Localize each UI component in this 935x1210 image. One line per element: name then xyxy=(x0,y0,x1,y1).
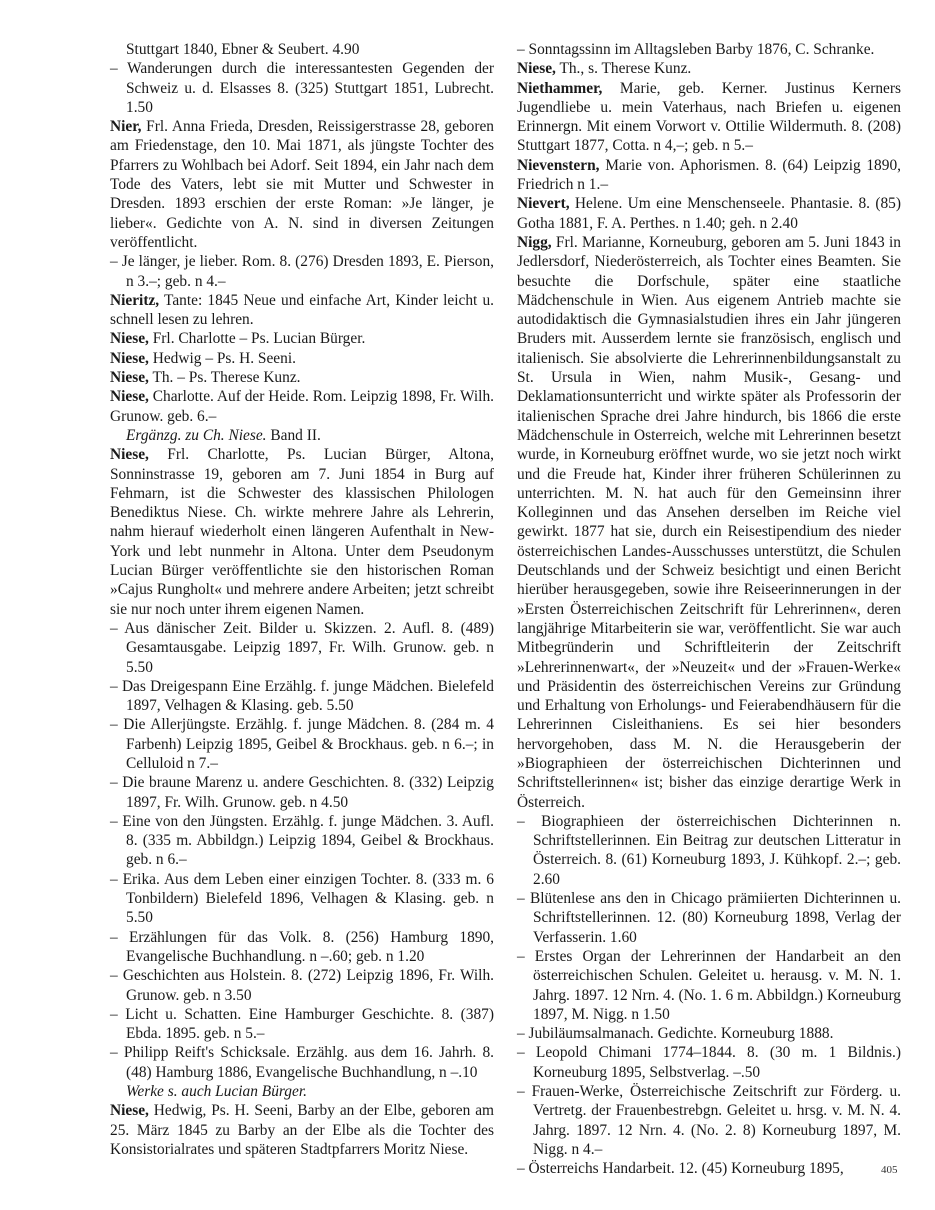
author-name: Niese, xyxy=(110,330,149,348)
author-bio: Frl. Anna Frieda, Dresden, Reissigerstrasse 28, geboren am Friedenstage, den 10. Mai 1871, als jüngste Tochter des Pfarrers zu Wohlbach bei Adorf. Seit 1894, ein Jahr nach dem Tode des Vaters, lebt sie mit Mutter und Schwester in Dresden. 1893 erschien der erste Roman: »Je länger, je lieber«. Gedichte von A. N. sind in diversen Zeitungen veröffentlicht. xyxy=(110,118,494,251)
author-bio: Marie, geb. Kerner. Justinus Kerners Jugendliebe u. mein Vaterhaus, nach Briefen u. eigenen Erinnergn. Mit einem Vorwort v. Ottilie Wildermuth. 8. (208) Stuttgart 1877, Cotta. n 4,–; geb. n 5.– xyxy=(517,79,901,155)
cross-reference-note: Werke s. auch Lucian Bürger. xyxy=(126,1083,307,1101)
work-entry-frauenwerke: – Frauen-Werke, Österreichische Zeitschrift zur Förderg. u. Vertretg. der Frauenbestrebgn. Geleitet u. hrsg. v. M. N. 4. Jahrg. 1897. 12 Nrn. 4. (No. 2. 8) Korneuburg 1897, M. Nigg. n 4.– xyxy=(517,1083,901,1158)
work-entry-dreigespann: – Das Dreigespann Eine Erzählg. f. junge Mädchen. Bielefeld 1897, Velhagen & Klasing. geb. 5.50 xyxy=(110,677,494,715)
author-entry-nier xyxy=(110,117,494,252)
author-name: Niese, xyxy=(110,446,149,464)
author-entry-niese-hedwig-ps xyxy=(110,349,494,368)
author-entry-niese-th xyxy=(517,59,901,78)
work-entry-je-laenger: – Je länger, je lieber. Rom. 8. (276) Dresden 1893, E. Pierson, n 3.–; geb. n 4.– xyxy=(110,253,494,290)
work-entry-sonntagssinn: – Sonntagssinn im Alltagsleben Barby 1876, C. Schranke. xyxy=(517,41,875,58)
author-entry-niese-charlotte-ps xyxy=(110,329,494,348)
supplement-note xyxy=(110,426,494,445)
work-entry-reift: – Philipp Reift's Schicksale. Erzählg. aus dem 16. Jahrh. 8. (48) Hamburg 1886, Evangelische Buchhandlung, n –.10 xyxy=(110,1044,494,1081)
author-entry-nieritz xyxy=(110,291,494,330)
page-number: 405 xyxy=(881,1164,898,1176)
author-entry-niese-charlotte-heide xyxy=(110,387,494,426)
author-entry-niethammer xyxy=(517,79,901,156)
author-name: Niese, xyxy=(110,1102,149,1120)
work-entry-juengsten: – Eine von den Jüngsten. Erzählg. f. junge Mädchen. 3. Aufl. 8. (335 m. Abbildgn.) Leipzig 1894, Geibel & Brockhaus. geb. n 6.– xyxy=(110,812,494,869)
author-bio: Th. – Ps. Therese Kunz. xyxy=(148,369,301,387)
work-entry-jubilaeum: – Jubiläumsalmanach. Gedichte. Korneuburg 1888. xyxy=(517,1025,834,1043)
work-entry-biographieen: – Biographieen der österreichischen Dichterinnen n. Schriftstellerinnen. Ein Beitrag zur deutschen Litteratur in Österreich. 8. (61) Korneuburg 1893, J. Kühkopf. 2.–; geb. 2.60 xyxy=(517,812,901,888)
work-entry-allerjuengste: – Die Allerjüngste. Erzählg. f. junge Mädchen. 8. (284 m. 4 Farbenh) Leipzig 1895, Geibel & Brockhaus. geb. n 6.–; in Celluloid n 7.– xyxy=(110,716,494,772)
work-entry-licht: – Licht u. Schatten. Eine Hamburger Geschichte. 8. (387) Ebda. 1895. geb. n 5.– xyxy=(110,1005,494,1043)
author-bio: Frl. Marianne, Korneuburg, geboren am 5. Juni 1843 in Jedlersdorf, Niederösterreich, als Tochter eines Beamten. Sie besuchte die Dorfschule, später eine staatliche Mädchenschule in Wien. Aus eigenem Antrieb machte sie autodidaktisch die Gymnasialstudien ihres ein Jahr jüngeren Bruders mit. Ausserdem lernte sie französisch, englisch und italienisch. Sie absolvierte die Lehrerinnenbildungsanstalt zu St. Ursula in Wien, nahm Musik-, Gesang- und Deklamationsunterricht und wirkte später als Professorin der italienischen Sprache drei Jahre hindurch, bis 1866 die erste Mädchenschule in Osterreich, welche mit Lehrerinnen besetzt wurde, in Korneuburg eröffnet wurde, wo sie jetzt noch wirkt und die Freude hat, Kinder ihrer früheren Schülerinnen zu unterrichten. M. N. hat auch für den Gemeinsinn ihrer Kolleginnen und das Ansehen derselben im Reiche viel gewirkt. 1877 hat sie, durch ein Reisestipendium des nieder österreichischen Landes-Ausschusses unterstützt, die Schulen Deutschlands und der Schweiz besichtigt und einen Bericht hierüber herausgegeben, sowie ihre Reiseerinnerungen in der »Ersten Österreichischen Zeitschrift für Lehrerinnen«, deren langjährige Mitarbeiterin sie war, veröffentlicht. Sie war auch Mitbegründerin und Schriftleiterin der Zeitschrift »Lehrerinnenwart«, der »Neuzeit« und der »Frauen-Werke« und Präsidentin des österreichischen Vereins zur Gründung und Erhaltung von Erholungs- und Feierabendhäusern für die Lehrerinnen Cisleithaniens. Es sei hier besonders hervorgehoben, dass M. N. die Herausgeberin der »Biographieen der österreichischen Dichterinnen und Schriftstellerinnen« ist; bisher das einzige derartige Werk in Österreich. xyxy=(517,233,901,811)
work-entry-wanderungen: – Wanderungen durch die interessantesten Gegenden der Schweiz u. d. Elsasses 8. (325) Stuttgart 1851, Lubrecht. 1.50 xyxy=(110,60,494,116)
author-bio: Frl. Charlotte, Ps. Lucian Bürger, Altona, Sonninstrasse 19, geboren am 7. Juni 1854 in Burg auf Fehmarn, ist die Schwester des klassischen Philologen Benediktus Niese. Ch. wirkte mehrere Jahre als Lehrerin, nahm hierauf wiederholt einen längeren Aufenthalt in New-York und lebt nunmehr in Altona. Unter dem Pseudonym Lucian Bürger veröffentlichte sie den historischen Roman »Cajus Rungholt« und mehrere andere Arbeiten; jetzt schreibt sie nur noch unter ihrem eigenen Namen. xyxy=(110,446,494,618)
author-name: Niethammer, xyxy=(517,79,603,97)
author-bio: Hedwig – Ps. H. Seeni. xyxy=(148,349,296,367)
work-entry-marenz: – Die braune Marenz u. andere Geschichten. 8. (332) Leipzig 1897, Fr. Wilh. Grunow. geb. n 4.50 xyxy=(110,774,494,811)
author-entry-nievert xyxy=(517,194,901,233)
left-column xyxy=(110,40,494,1159)
author-bio: Tante: 1845 Neue und einfache Art, Kinder leicht u. schnell lesen zu lehren. xyxy=(110,291,494,329)
work-entry-chimani: – Leopold Chimani 1774–1844. 8. (30 m. 1 Bildnis.) Korneuburg 1895, Selbstverlag. –.50 xyxy=(517,1044,901,1081)
author-entry-nigg xyxy=(517,233,901,812)
work-entry-bluetenlese: – Blütenlese ans den in Chicago prämiierten Dichterinnen u. Schriftstellerinnen. 12. (80) Korneuburg 1898, Verlag der Verfasserin. 1.60 xyxy=(517,890,901,946)
author-name: Niese, xyxy=(110,369,149,387)
work-entry-volk: – Erzählungen für das Volk. 8. (256) Hamburg 1890, Evangelische Buchhandlung. n –.60; geb. n 1.20 xyxy=(110,928,494,965)
author-name: Nievert, xyxy=(517,195,570,213)
author-entry-niese-charlotte xyxy=(110,445,494,619)
work-entry-holstein: – Geschichten aus Holstein. 8. (272) Leipzig 1896, Fr. Wilh. Grunow. geb. n 3.50 xyxy=(110,967,494,1004)
author-bio: Frl. Charlotte – Ps. Lucian Bürger. xyxy=(148,330,366,348)
author-name: Niese, xyxy=(110,388,149,406)
author-bio: Helene. Um eine Menschenseele. Phantasie. 8. (85) Gotha 1881, F. A. Perthes. n 1.40; geh. n 2.40 xyxy=(517,195,901,232)
right-column xyxy=(517,40,901,1179)
author-bio: Th., s. Therese Kunz. xyxy=(555,60,692,78)
author-name: Niese, xyxy=(517,60,556,78)
author-bio: Marie von. Aphorismen. 8. (64) Leipzig 1890, Friedrich n 1.– xyxy=(517,156,901,194)
work-entry-daenisch: – Aus dänischer Zeit. Bilder u. Skizzen. 2. Aufl. 8. (489) Gesamtausgabe. Leipzig 1897, Fr. Wilh. Grunow. geb. n 5.50 xyxy=(110,619,494,676)
author-name: Nigg, xyxy=(517,233,552,251)
author-name: Nievenstern, xyxy=(517,156,600,174)
author-entry-niese-th-ps xyxy=(110,368,494,387)
author-bio: Hedwig, Ps. H. Seeni, Barby an der Elbe, geboren am 25. März 1845 zu Barby an der Elbe als die Tochter des Konsistorialrates und späteren Stadtpfarrers Moritz Niese. xyxy=(110,1102,494,1158)
work-entry-handarbeit: – Österreichs Handarbeit. 12. (45) Korneuburg 1895, xyxy=(517,1160,844,1178)
author-bio: Charlotte. Auf der Heide. Rom. Leipzig 1898, Fr. Wilh. Grunow. geb. 6.– xyxy=(110,388,494,425)
supplement-note-rest: Band II. xyxy=(266,426,321,444)
supplement-note-italic: Ergänzg. zu Ch. Niese. xyxy=(126,426,267,444)
work-entry-erstes-organ: – Erstes Organ der Lehrerinnen der Handarbeit an den österreichischen Schulen. Geleitet u. herausg. v. M. N. 1. Jahrg. 1897. 12 Nrn. 4. (No. 1. 6 m. Abbildgn.) Korneuburg 1897, M. Nigg. n 1.50 xyxy=(517,947,901,1023)
author-entry-niese-hedwig xyxy=(110,1101,494,1159)
author-entry-nievenstern xyxy=(517,156,901,195)
continued-entry-text: Stuttgart 1840, Ebner & Seubert. 4.90 xyxy=(126,41,360,58)
author-name: Nieritz, xyxy=(110,291,160,309)
author-name: Nier, xyxy=(110,118,142,136)
author-name: Niese, xyxy=(110,349,149,367)
work-entry-erika: – Erika. Aus dem Leben einer einzigen Tochter. 8. (333 m. 6 Tonbildern) Bielefeld 1896, Velhagen & Klasing. geb. n 5.50 xyxy=(110,870,494,927)
